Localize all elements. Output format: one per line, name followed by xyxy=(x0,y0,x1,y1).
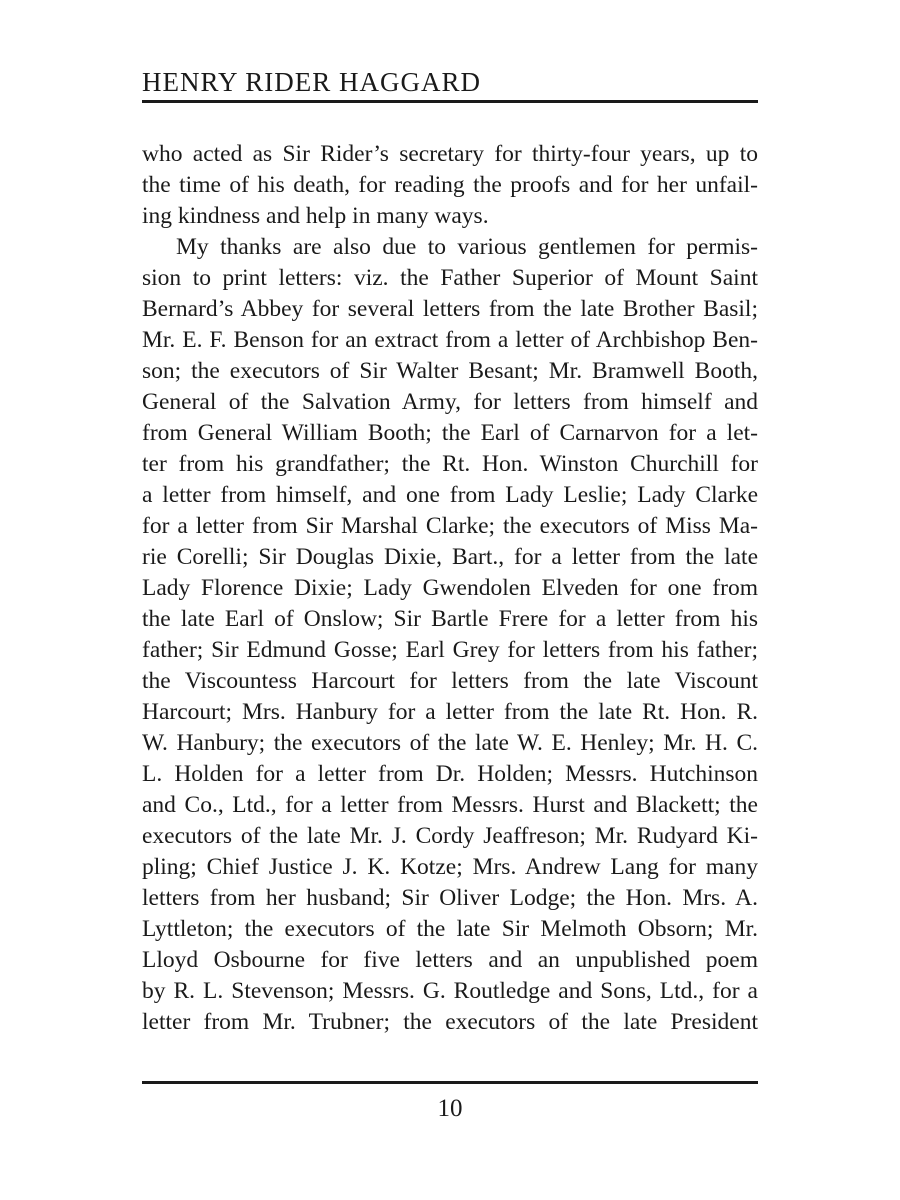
text-line: the late Earl of Onslow; Sir Bartle Frere for a letter from his xyxy=(142,606,758,632)
text-line: L. Holden for a letter from Dr. Holden; Messrs. Hutchinson xyxy=(142,761,758,787)
text-line: Lloyd Osbourne for five letters and an unpublished poem xyxy=(142,947,758,973)
text-line: by R. L. Stevenson; Messrs. G. Routledge and Sons, Ltd., for a xyxy=(142,978,758,1004)
page-number: 10 xyxy=(437,1095,463,1122)
text-line: the Viscountess Harcourt for letters from the late Viscount xyxy=(142,668,758,694)
text-line: W. Hanbury; the executors of the late W. E. Henley; Mr. H. C. xyxy=(142,730,758,756)
text-line: rie Corelli; Sir Douglas Dixie, Bart., for a letter from the late xyxy=(142,544,758,570)
text-line: son; the executors of Sir Walter Besant; Mr. Bramwell Booth, xyxy=(142,358,758,384)
footer-rule xyxy=(142,1081,758,1084)
body-text xyxy=(142,139,758,1038)
text-line: the time of his death, for reading the proofs and for her unfail- xyxy=(142,172,758,198)
text-line: General of the Salvation Army, for letters from himself and xyxy=(142,389,758,415)
text-line: sion to print letters: viz. the Father Superior of Mount Saint xyxy=(142,265,758,291)
text-line: pling; Chief Justice J. K. Kotze; Mrs. Andrew Lang for many xyxy=(142,854,758,880)
text-line: letter from Mr. Trubner; the executors of the late President xyxy=(142,1009,758,1035)
text-line: who acted as Sir Rider’s secretary for thirty-four years, up to xyxy=(142,141,758,167)
text-line: letters from her husband; Sir Oliver Lodge; the Hon. Mrs. A. xyxy=(142,885,758,911)
text-line: Lady Florence Dixie; Lady Gwendolen Elveden for one from xyxy=(142,575,758,601)
text-line: ter from his grandfather; the Rt. Hon. Winston Churchill for xyxy=(142,451,758,477)
text-line: Lyttleton; the executors of the late Sir Melmoth Obsorn; Mr. xyxy=(142,916,758,942)
header-rule xyxy=(142,100,758,103)
text-line: Mr. E. F. Benson for an extract from a letter of Archbishop Ben- xyxy=(142,327,758,353)
text-line: Bernard’s Abbey for several letters from the late Brother Basil; xyxy=(142,296,758,322)
text-line: from General William Booth; the Earl of Carnarvon for a let- xyxy=(142,420,758,446)
running-header-title: HENRY RIDER HAGGARD xyxy=(142,67,482,97)
text-line: ing kindness and help in many ways. xyxy=(142,203,489,229)
text-line: and Co., Ltd., for a letter from Messrs. Hurst and Blackett; the xyxy=(142,792,758,818)
text-line: a letter from himself, and one from Lady Leslie; Lady Clarke xyxy=(142,482,758,508)
text-line: My thanks are also due to various gentlemen for permis- xyxy=(176,234,758,260)
text-line: father; Sir Edmund Gosse; Earl Grey for letters from his father; xyxy=(142,637,758,663)
text-line: executors of the late Mr. J. Cordy Jeaffreson; Mr. Rudyard Ki- xyxy=(142,823,758,849)
text-line: Harcourt; Mrs. Hanbury for a letter from the late Rt. Hon. R. xyxy=(142,699,758,725)
text-line: for a letter from Sir Marshal Clarke; the executors of Miss Ma- xyxy=(142,513,758,539)
